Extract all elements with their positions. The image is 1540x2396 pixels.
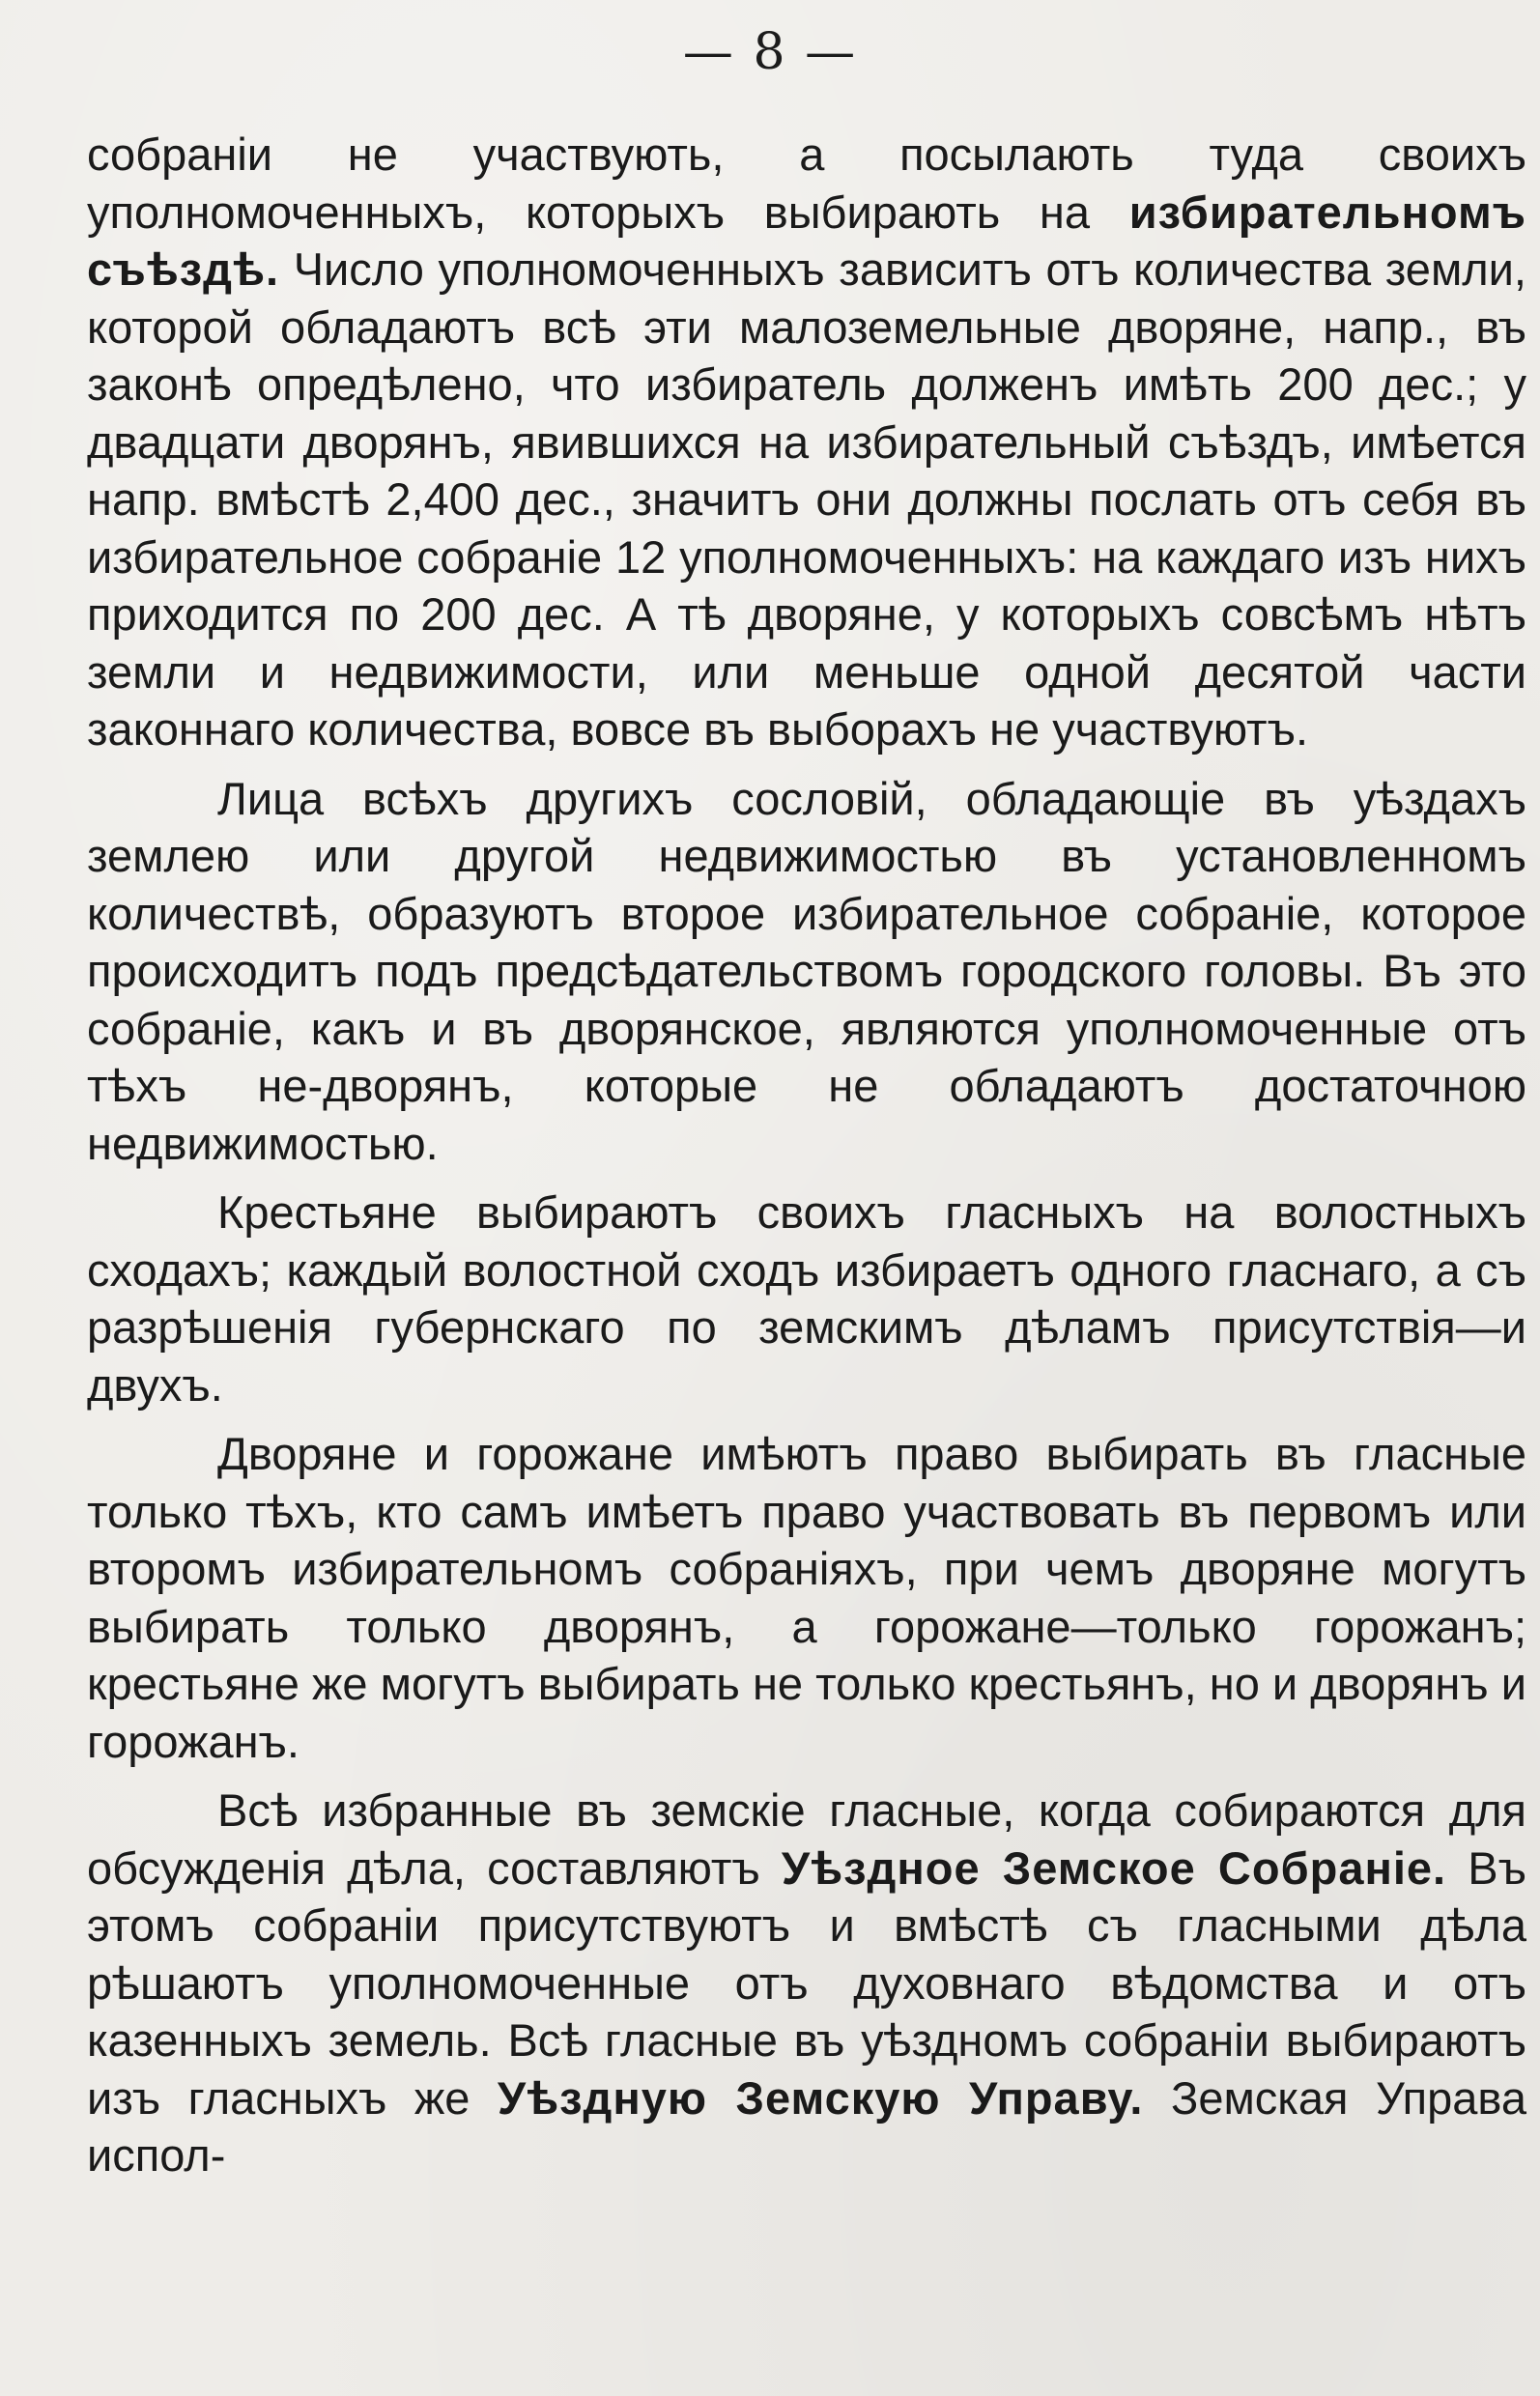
paragraph-2: Лица всѣхъ другихъ сословiй, обладающiе въ уѣздахъ землею или другой недвижимостью въ установленномъ количествѣ, образуютъ второе избирательное собранiе, которое происходитъ подъ предсѣдательствомъ городского головы. Въ это собранiе, какъ и въ дворянское, являются уполномоченные отъ тѣхъ не-дворянъ, которые не обладаютъ достаточною недвижимостью. <box>87 772 1526 1169</box>
paragraph-5-text-end: Земская Управа испол- <box>87 2071 1526 2181</box>
paragraph-4: Дворяне и горожане имѣютъ право выбирать въ гласные только тѣхъ, кто самъ имѣетъ право участвовать въ первомъ или второмъ избирательномъ собранiяхъ, при чемъ дворяне могутъ выбирать только дворянъ, а горожане—только горожанъ; крестьяне же могутъ выбирать не только крестьянъ, но и дворянъ и горожанъ. <box>87 1428 1526 1767</box>
paragraph-3: Крестьяне выбираютъ своихъ гласныхъ на волостныхъ сходахъ; каждый волостной сходъ избираетъ одного гласнаго, а съ разрѣшенiя губернскаго по земскимъ дѣламъ присутствiя—и двухъ. <box>87 1186 1526 1411</box>
term-electoral-congress: избирательномъ съѣздѣ. <box>87 185 1526 295</box>
paragraph-5 <box>87 1782 1526 2184</box>
paragraph-1 <box>87 126 1526 758</box>
term-district-zemstvo-assembly: Уѣздное Земское Собранiе. <box>781 1841 1447 1894</box>
paragraph-5-text-mid: Въ этомъ собранiи присутствуютъ и вмѣстѣ съ гласными дѣла рѣшаютъ уполномоченные отъ духовнаго вѣдомства и отъ казенныхъ земель. Всѣ гласные въ уѣздномъ собранiи выбираютъ изъ гласныхъ же <box>87 1841 1526 2124</box>
page-number: — 8 — <box>682 23 858 81</box>
paragraph-1-text-cont: Число уполномоченныхъ зависитъ отъ количества земли, которой обладаютъ всѣ эти малоземельные дворяне, напр., въ законѣ опредѣлено, что избиратель долженъ имѣть 200 дес.; у двадцати дворянъ, явившихся на избирательный съѣздъ, имѣется напр. вмѣстѣ 2,400 дес., значитъ они должны послать отъ себя въ избирательное собранiе 12 уполномоченныхъ: на каждаго изъ нихъ приходится по 200 дес. А тѣ дворяне, у которыхъ совсѣмъ нѣтъ земли и недвижимости, или меньше одной десятой части законнаго количества, вовсе въ выборахъ не участвуютъ. <box>87 243 1526 755</box>
term-district-zemstvo-board: Уѣздную Земскую Управу. <box>497 2071 1144 2124</box>
paragraph-5-text: Всѣ избранные въ земскiе гласные, когда собираются для обсужденiя дѣла, составляютъ <box>87 1784 1526 1894</box>
paragraph-1-text: собранiи не участвують, а посылають туда своихъ уполномоченныхъ, которыхъ выбирають на <box>87 128 1526 238</box>
body-text <box>87 126 1526 2196</box>
